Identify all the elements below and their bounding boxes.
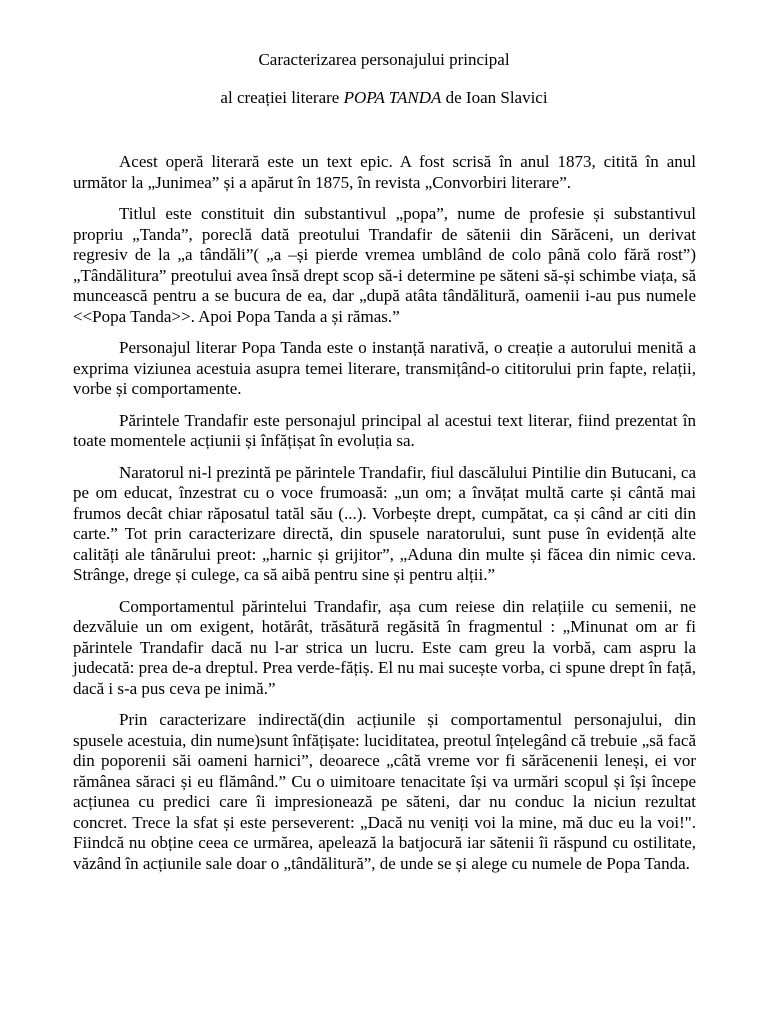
document-title-line-2 <box>0 88 768 108</box>
document-title-line-1 <box>0 50 768 70</box>
title-text: Caracterizarea personajului principal <box>258 50 510 69</box>
paragraph-4: Părintele Trandafir este personajul principal al acestui text literar, fiind prezentat în toate momentele acțiunii și înfățișat în evoluția sa. <box>73 410 696 450</box>
paragraph-3: Personajul literar Popa Tanda este o instanță narativă, o creație a autorului menită a exprima viziunea acestuia asupra temei literare, transmițând-o cititorului prin fapte, relații, vorbe și comportamente. <box>73 338 696 398</box>
paragraph-1: Acest operă literară este un text epic. A fost scrisă în anul 1873, citită în anul următor la „Junimea” și a apărut în 1875, în revista „Convorbiri literare”. <box>73 152 696 192</box>
title-prefix: al creației literare <box>220 88 344 107</box>
paragraph-2: Titlul este constituit din substantivul „popa”, nume de profesie și substantivul propriu „Tanda”, poreclă dată preotului Trandafir de sătenii din Sărăceni, un derivat regresiv de la „a tândăli”( „a –și pierde vremea umblând de colo până colo fără rost”) „Tândălitura” preotului avea însă drept scop să-i determine pe săteni să-și schimbe viața, să muncească pentru a se bucura de ea, dar „după atâta tândălitură, oamenii i-au pus numele <<Popa Tanda>>. Apoi Popa Tanda a și rămas.” <box>73 204 696 326</box>
paragraph-5: Naratorul ni-l prezintă pe părintele Trandafir, fiul dascălului Pintilie din Butucani, ca pe om educat, înzestrat cu o voce frumoasă: „un om; a învățat multă carte și cântă mai frumos decât chiar răposatul tatăl său (...). Vorbește drept, cumpătat, ca și când ar citi din carte.” Tot prin caracterizare directă, din spusele naratorului, sunt puse în evidență alte calități ale tânărului preot: „harnic și grijitor”, „Aduna din multe și făcea din nimic ceva. Strânge, drege și culege, ca să aibă pentru sine și pentru alții.” <box>73 462 696 584</box>
paragraph-6: Comportamentul părintelui Trandafir, așa cum reiese din relațiile cu semenii, ne dezvăluie un om exigent, hotărât, trăsătură regăsită în fragmentul : „Minunat om ar fi părintele Trandafir dacă nu l-ar strica un lucru. Este cam greu la vorbă, cam aspru la judecată: prea de-a dreptul. Prea verde-fățiș. El nu mai sucește vorba, ci spune drept în față, dacă i s-a pus ceva pe inimă.” <box>73 596 696 698</box>
work-title: POPA TANDA <box>343 88 442 107</box>
title-suffix: de Ioan Slavici <box>441 88 548 107</box>
paragraph-7: Prin caracterizare indirectă(din acțiunile și comportamentul personajului, din spusele acestuia, din nume)sunt înfățișate: luciditatea, preotul înțelegând că trebuie „să facă din poporenii săi oameni harnici”, deoarece „câtă vreme vor fi sărăcenenii leneși, ei vor rămânea săraci și eu flămând.” Cu o uimitoare tenacitate își va urmări scopul și își începe acțiunea cu predici care îi impresionează pe săteni, dar nu conduc la niciun rezultat concret. Trece la sfat și este perseverent: „Dacă nu veniți voi la mine, mă duc eu la voi!". Fiindcă nu obține ceea ce urmărea, apelează la batjocură iar sătenii îi răspund cu ostilitate, văzând în acțiunile sale doar o „tândălitură”, de unde se și alege cu numele de Popa Tanda. <box>73 710 696 873</box>
document-body <box>73 152 696 885</box>
